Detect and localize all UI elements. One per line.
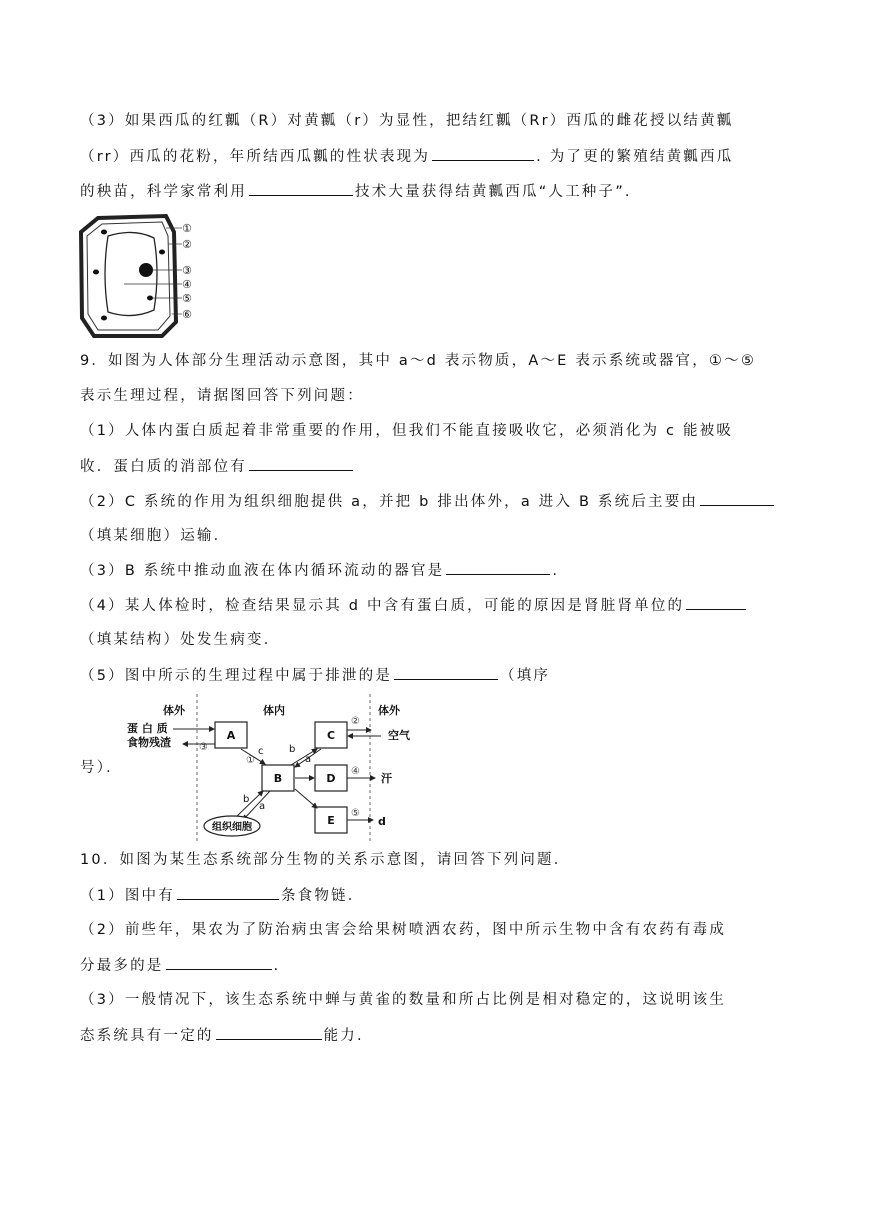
q10-p2-line1: （2）前些年，果农为了防治病虫害会给果树喷洒农药，图中所示生物中含有农药有毒成 <box>80 922 727 938</box>
letter-b-lower: b <box>243 794 250 805</box>
chloroplast <box>159 250 165 255</box>
q9-p4-line1: （4）某人体检时，检查结果显示其 d 中含有蛋白质，可能的原因是肾脏肾单位的 <box>80 595 748 616</box>
chloroplast <box>101 230 107 235</box>
proc-5: ⑤ <box>351 808 360 819</box>
q8-p3-line2: （rr）西瓜的花粉，年所结西瓜瓤的性状表现为 . 为了更的繁殖结黄瓤西瓜 <box>80 146 733 167</box>
proc-4: ④ <box>351 766 360 777</box>
letter-b-upper: b <box>289 744 296 755</box>
cell-label-1: ① <box>182 222 192 235</box>
label-inside: 体内 <box>263 704 285 717</box>
answer-blank[interactable] <box>432 146 534 161</box>
cell-label-6: ⑥ <box>182 308 192 321</box>
label-sweat: 汗 <box>381 772 392 785</box>
box-C-label: C <box>326 729 336 742</box>
q9-p5: （5）图中所示的生理过程中属于排泄的是 （填序 <box>80 665 550 686</box>
box-D-label: D <box>326 772 336 785</box>
label-tissue-cells: 组织细胞 <box>212 822 252 833</box>
answer-blank[interactable] <box>446 560 550 575</box>
box-A-label: A <box>226 729 236 742</box>
q9-p2-line2: （填某细胞）运输． <box>80 528 231 544</box>
proc-1: ① <box>246 755 255 766</box>
answer-blank[interactable] <box>249 181 353 196</box>
label-d-out: d <box>378 815 386 828</box>
letter-a-lower: a <box>259 801 266 812</box>
q10-p1: （1）图中有 条食物链． <box>80 885 364 906</box>
box-B-label: B <box>273 772 283 785</box>
proc-2: ② <box>351 716 360 727</box>
label-outside-left: 体外 <box>163 704 185 717</box>
q8-p3-line3: 的秧苗，科学家常利用 技术大量获得结黄瓤西瓜“人工种子”. <box>80 181 632 202</box>
q9-intro-line1: 9．如图为人体部分生理活动示意图，其中 a～d 表示物质，A～E 表示系统或器官，①～⑤ <box>80 353 757 369</box>
cell-label-4: ④ <box>182 278 192 291</box>
label-outside-right: 体外 <box>378 704 400 717</box>
cell-label-3: ③ <box>182 264 192 277</box>
q10-p2-line2: 分最多的是 . <box>80 955 280 976</box>
q9-p3: （3）B 系统中推动血液在体内循环流动的器官是 . <box>80 560 559 581</box>
chloroplast <box>93 270 99 275</box>
answer-blank[interactable] <box>700 491 774 506</box>
q10-p3-line2: 态系统具有一定的 能力. <box>80 1025 364 1046</box>
answer-blank[interactable] <box>216 1025 322 1040</box>
chloroplast <box>101 316 107 321</box>
q8-p3-line1: （3）如果西瓜的红瓤（R）对黄瓤（r）为显性，把结红瓤（Rr）西瓜的雌花授以结黄瓤 <box>80 113 734 129</box>
answer-blank[interactable] <box>686 595 746 610</box>
q9-p1-line1: （1）人体内蛋白质起着非常重要的作用，但我们不能直接吸收它，必须消化为 c 能被吸 <box>80 423 734 439</box>
physiology-diagram <box>125 692 430 847</box>
plant-cell-diagram <box>78 212 210 340</box>
q9-p1-line2: 收．蛋白质的消部位有 <box>80 456 355 477</box>
answer-blank[interactable] <box>177 885 279 900</box>
cell-label-5: ⑤ <box>182 292 192 305</box>
proc-3: ③ <box>199 742 208 753</box>
label-protein: 蛋 白 质 <box>127 722 168 735</box>
q9-p5-end: 号）． <box>80 760 123 776</box>
box-E-label: E <box>327 814 335 827</box>
q9-intro-line2: 表示生理过程，请据图回答下列问题： <box>80 388 364 404</box>
q10-p3-line1: （3）一般情况下，该生态系统中蝉与黄雀的数量和所占比例是相对稳定的，这说明该生 <box>80 992 727 1008</box>
label-food-residue: 食物残渣 <box>127 736 171 749</box>
q9-p2-line1: （2）C 系统的作用为组织细胞提供 a，并把 b 排出体外，a 进入 B 系统后主要由 <box>80 491 776 512</box>
label-air: 空气 <box>388 729 410 742</box>
q10-intro: 10．如图为某生态系统部分生物的关系示意图，请回答下列问题． <box>80 852 571 868</box>
letter-c: c <box>258 746 264 757</box>
answer-blank[interactable] <box>249 456 353 471</box>
q9-p4-line2: （填某结构）处发生病变． <box>80 632 281 648</box>
letter-a-upper: a <box>305 754 312 765</box>
answer-blank[interactable] <box>394 665 498 680</box>
cell-wall <box>81 216 176 336</box>
nucleus <box>139 263 153 277</box>
answer-blank[interactable] <box>166 955 272 970</box>
cell-label-2: ② <box>182 238 192 251</box>
